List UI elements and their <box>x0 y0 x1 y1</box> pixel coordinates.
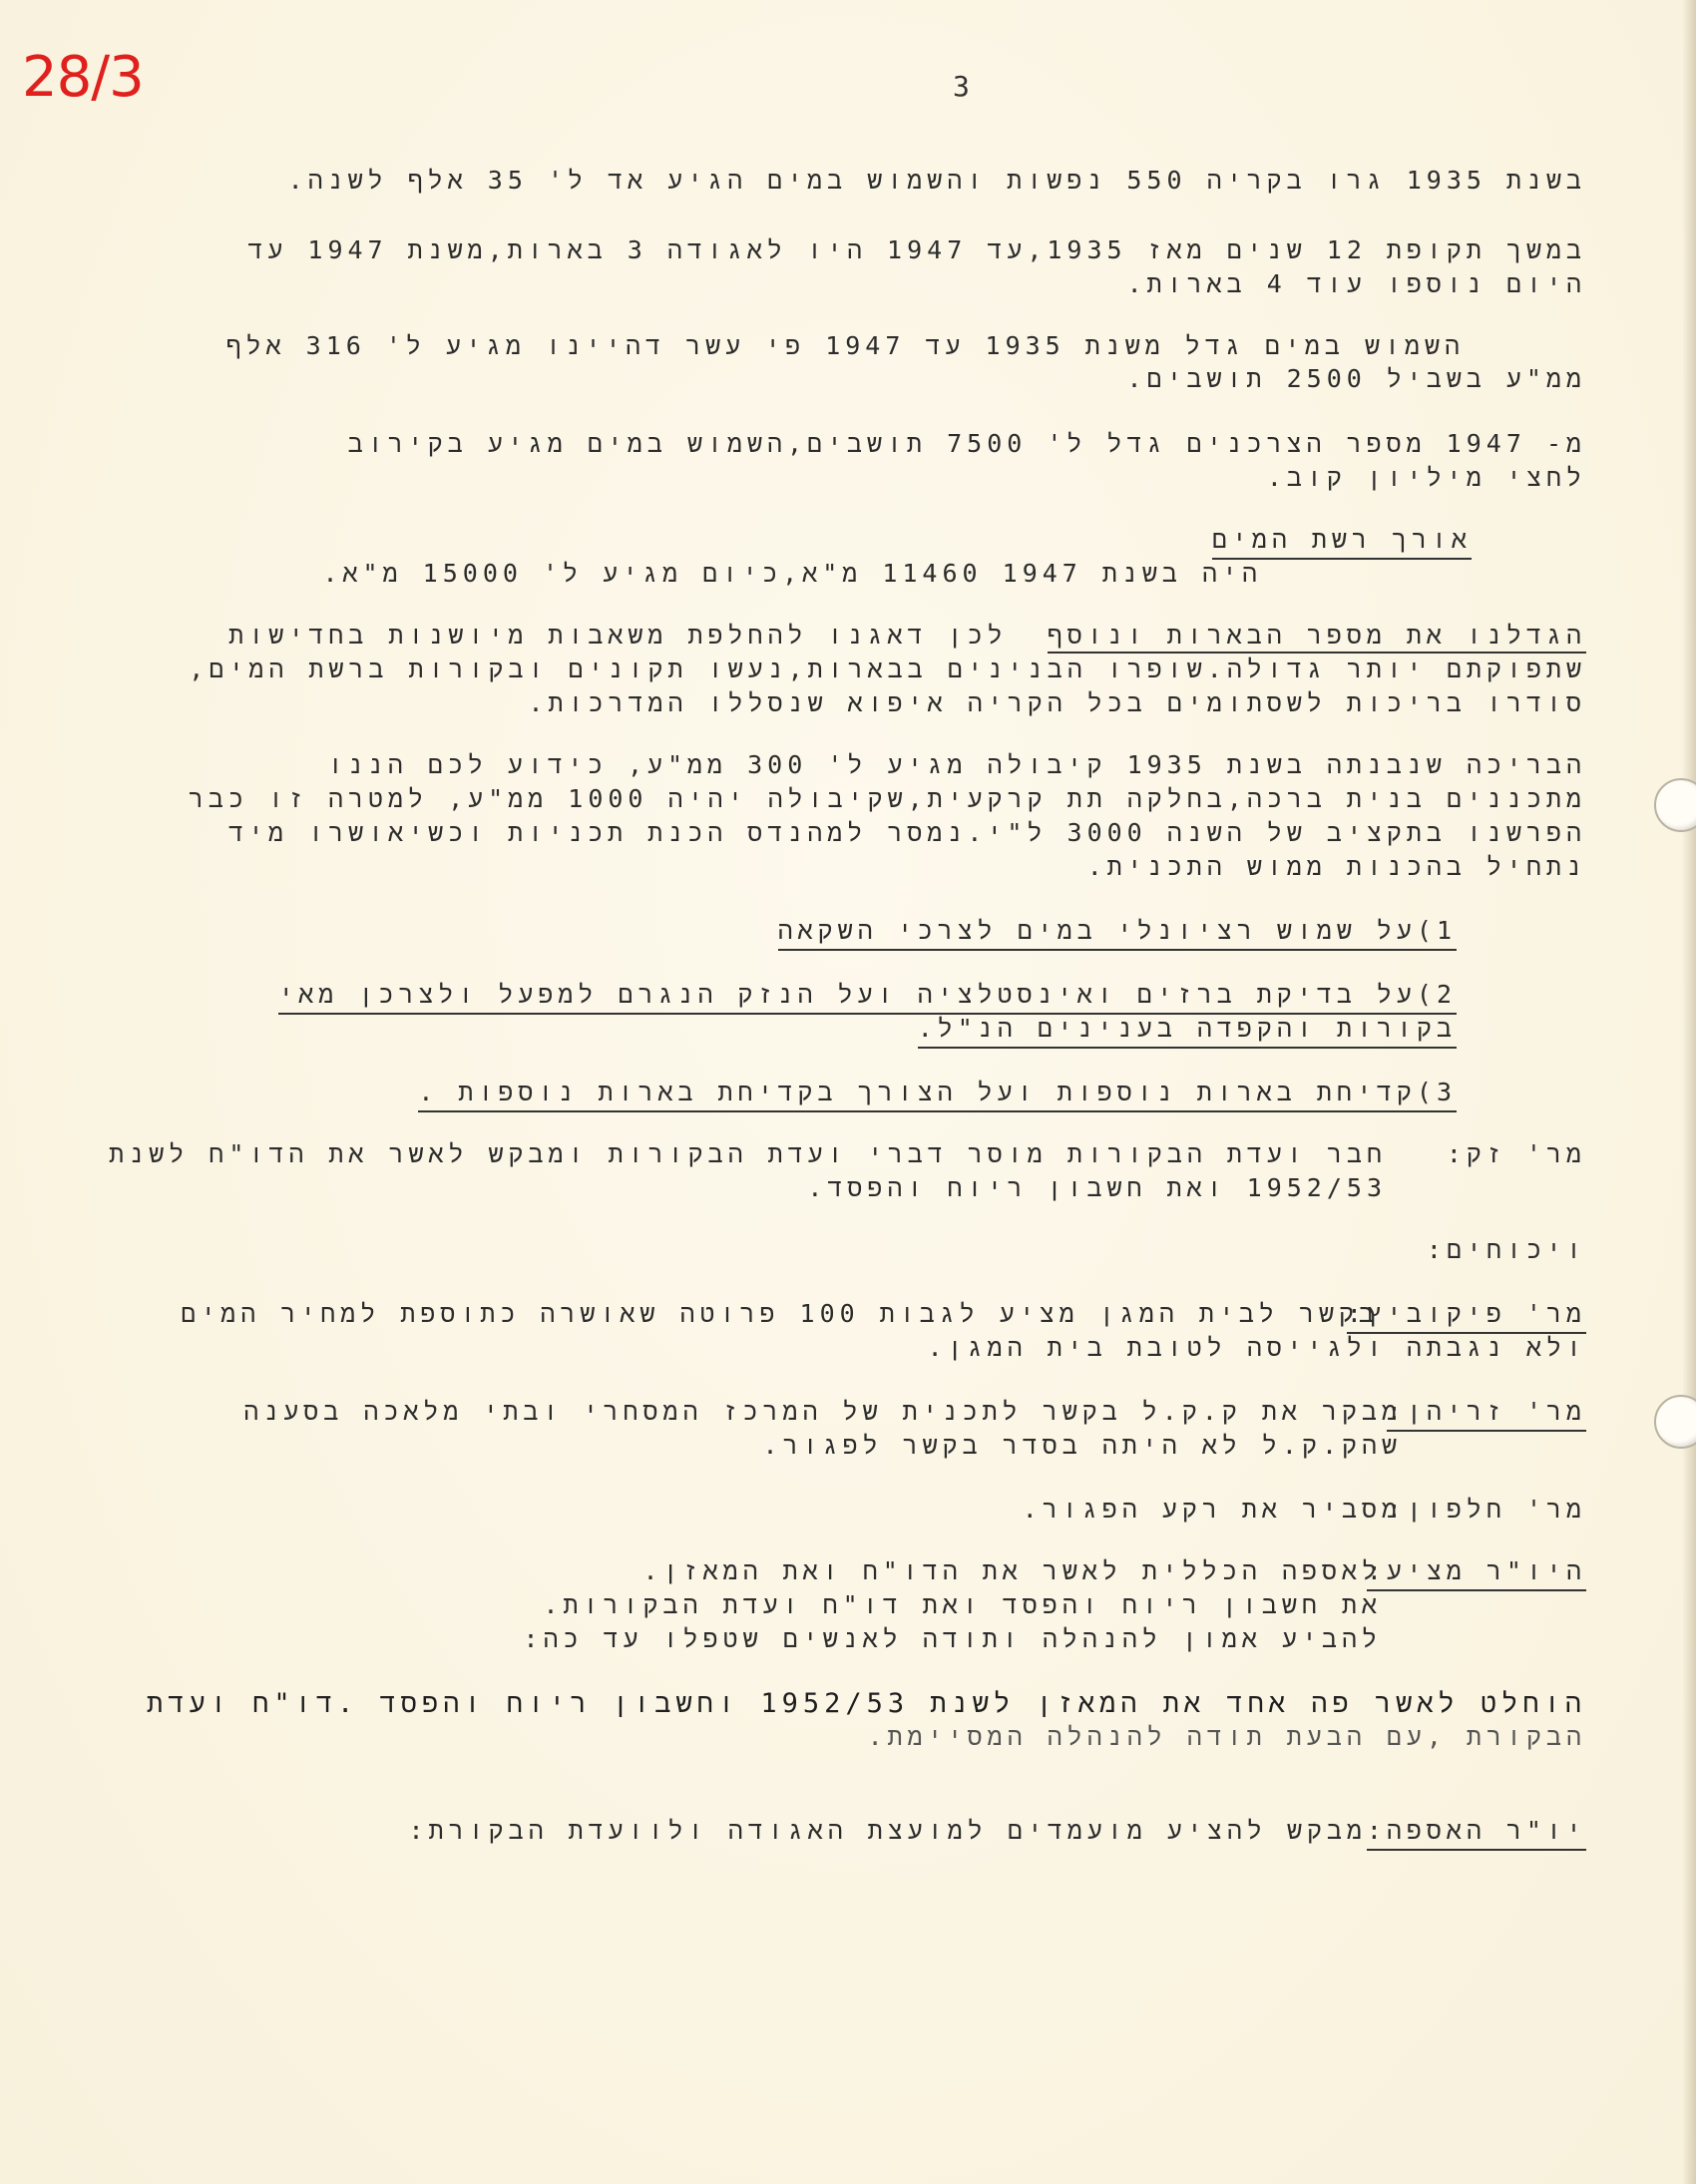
speaker-text-zak-line-1: חבר ועדת הבקורות מוסר דברי ועדת הבקורות ומבקש לאשר את הדו"ח לשנת <box>109 1139 1387 1168</box>
speaker-text-pikovitz-line-1: בקשר לבית המגן מציע לגבות 100 פרוטה שאושרה כתוספת למחיר המים <box>181 1299 1379 1328</box>
speaker-text-halfon: מסביר את רקע הפגור. <box>1022 1495 1402 1524</box>
debate-heading: ויכוחים: <box>1426 1235 1586 1264</box>
speaker-text-zak-line-2: 1952/53 ואת חשבון ריוח והפסד. <box>807 1173 1387 1202</box>
section-heading-network-length: אורך רשת המים <box>1212 525 1472 560</box>
folio-number: 28/3 <box>22 45 144 110</box>
page-number: 3 <box>953 70 970 103</box>
speaker-label-halfon: מר' חלפון: <box>1386 1495 1586 1524</box>
speaker-text-zerihan-line-2: שהק.ק.ל לא היתה בסדר בקשר לפגור. <box>762 1431 1402 1460</box>
speaker-text-chair-line-3: להביע אמון להנהלה ותודה לאנשים שטפלו עד כה: <box>523 1624 1382 1653</box>
speaker-label-zerihan: מר' זריהן: <box>1387 1397 1586 1432</box>
speaker-label-chair: היו"ר מציע: <box>1367 1556 1586 1591</box>
closing-label-chairman: יו"ר האספה: <box>1367 1816 1586 1851</box>
list-item-1: 1)על שמוש רציונלי במים לצרכי השקאה <box>778 916 1457 951</box>
paragraph-improvements-line-1 <box>228 621 1586 652</box>
paragraph-usage-line-1: השמוש במים גדל משנת 1935 עד 1947 פי עשר דהיינו מגיע ל' 316 אלף <box>225 331 1465 360</box>
page-edge-shadow <box>1682 0 1696 2184</box>
closing-text: מבקש להציע מועמדים למועצת האגודה ולוועדת הבקורת: <box>408 1816 1367 1845</box>
resolution-line-2: הבקורת ,עם הבעת תודה להנהלה המסיימת. <box>867 1722 1586 1751</box>
punch-hole-bottom <box>1654 1395 1696 1449</box>
text-span: לכן דאגנו להחלפת משאבות מיושנות בחדישות <box>228 621 1008 650</box>
list-item-2-line-2: בקורות והקפדה בענינים הנ"ל. <box>918 1014 1457 1049</box>
speaker-text-zerihan-line-1: מבקר את ק.ק.ל בקשר לתכנית של המרכז המסחרי ובתי מלאכה בסענה <box>243 1397 1402 1426</box>
speaker-label-pikovitz: מר' פיקוביץ: <box>1347 1299 1586 1334</box>
paragraph-reservoir-line-2: מתכננים בנית ברכה,בחלקה תת קרקעית,שקיבולה יהיה 1000 ממ"ע, למטרה זו כבר <box>188 784 1586 813</box>
speaker-label-zak: מר' זק: <box>1446 1139 1586 1168</box>
paragraph-reservoir-line-1: הבריכה שנבנתה בשנת 1935 קיבולה מגיע ל' 300 ממ"ע, כידוע לכם הננו <box>327 750 1586 779</box>
paragraph-wells-line-1: במשך תקופת 12 שנים מאז 1935,עד 1947 היו לאגודה 3 בארות,משנת 1947 עד <box>247 235 1586 264</box>
paragraph-improvements-line-2: שתפוקתם יותר גדולה.שופרו הבנינים בבארות,נעשו תקונים ובקורות ברשת המים, <box>189 655 1586 683</box>
paragraph-consumers-line-1: מ- 1947 מספר הצרכנים גדל ל' 7500 תושבים,השמוש במים מגיע בקירוב <box>347 429 1586 458</box>
paragraph-population-1935: בשנת 1935 גרו בקריה 550 נפשות והשמוש במים הגיע אד ל' 35 אלף לשנה. <box>287 166 1586 195</box>
speaker-text-pikovitz-line-2: ולא נגבתה ולגייסה לטובת בית המגן. <box>927 1333 1586 1362</box>
paragraph-wells-line-2: היום נוספו עוד 4 בארות. <box>1126 269 1586 298</box>
list-item-2-line-1: 2)על בדיקת ברזים ואינסטלציה ועל הנזק הנגרם למפעל ולצרכן מאי <box>278 980 1457 1015</box>
paragraph-network-length: היה בשנת 1947 11460 מ"א,כיום מגיע ל' 15000 מ"א. <box>322 559 1262 588</box>
list-item-3: 3)קדיחת בארות נוספות ועל הצורך בקדיחת בארות נוספות . <box>418 1078 1457 1112</box>
punch-hole-top <box>1654 778 1696 832</box>
paragraph-usage-line-2: ממ"ע בשביל 2500 תושבים. <box>1126 364 1586 393</box>
paragraph-reservoir-line-4: נתחיל בהכנות ממוש התכנית. <box>1086 852 1586 881</box>
underlined-phrase: הגדלנו את מספר הבארות ונוסף <box>1048 621 1586 654</box>
paragraph-reservoir-line-3: הפרשנו בתקציב של השנה 3000 ל"י.נמסר למהנדס הכנת תכניות וכשיאושרו מיד <box>228 818 1586 847</box>
paragraph-improvements-line-3: סודרו בריכות לשסתומים בכל הקריה איפוא שנסללו המדרכות. <box>528 688 1586 717</box>
speaker-text-chair-line-1: לאספה הכללית לאשר את הדו"ח ואת המאזן. <box>642 1556 1382 1585</box>
speaker-text-chair-line-2: את חשבון ריוח והפסד ואת דו"ח ועדת הבקורות. <box>543 1590 1382 1619</box>
resolution-line-1: הוחלט לאשר פה אחד את המאזן לשנת 1952/53 וחשבון ריוח והפסד .דו"ח ועדת <box>147 1688 1586 1719</box>
paragraph-consumers-line-2: לחצי מיליון קוב. <box>1266 463 1586 492</box>
